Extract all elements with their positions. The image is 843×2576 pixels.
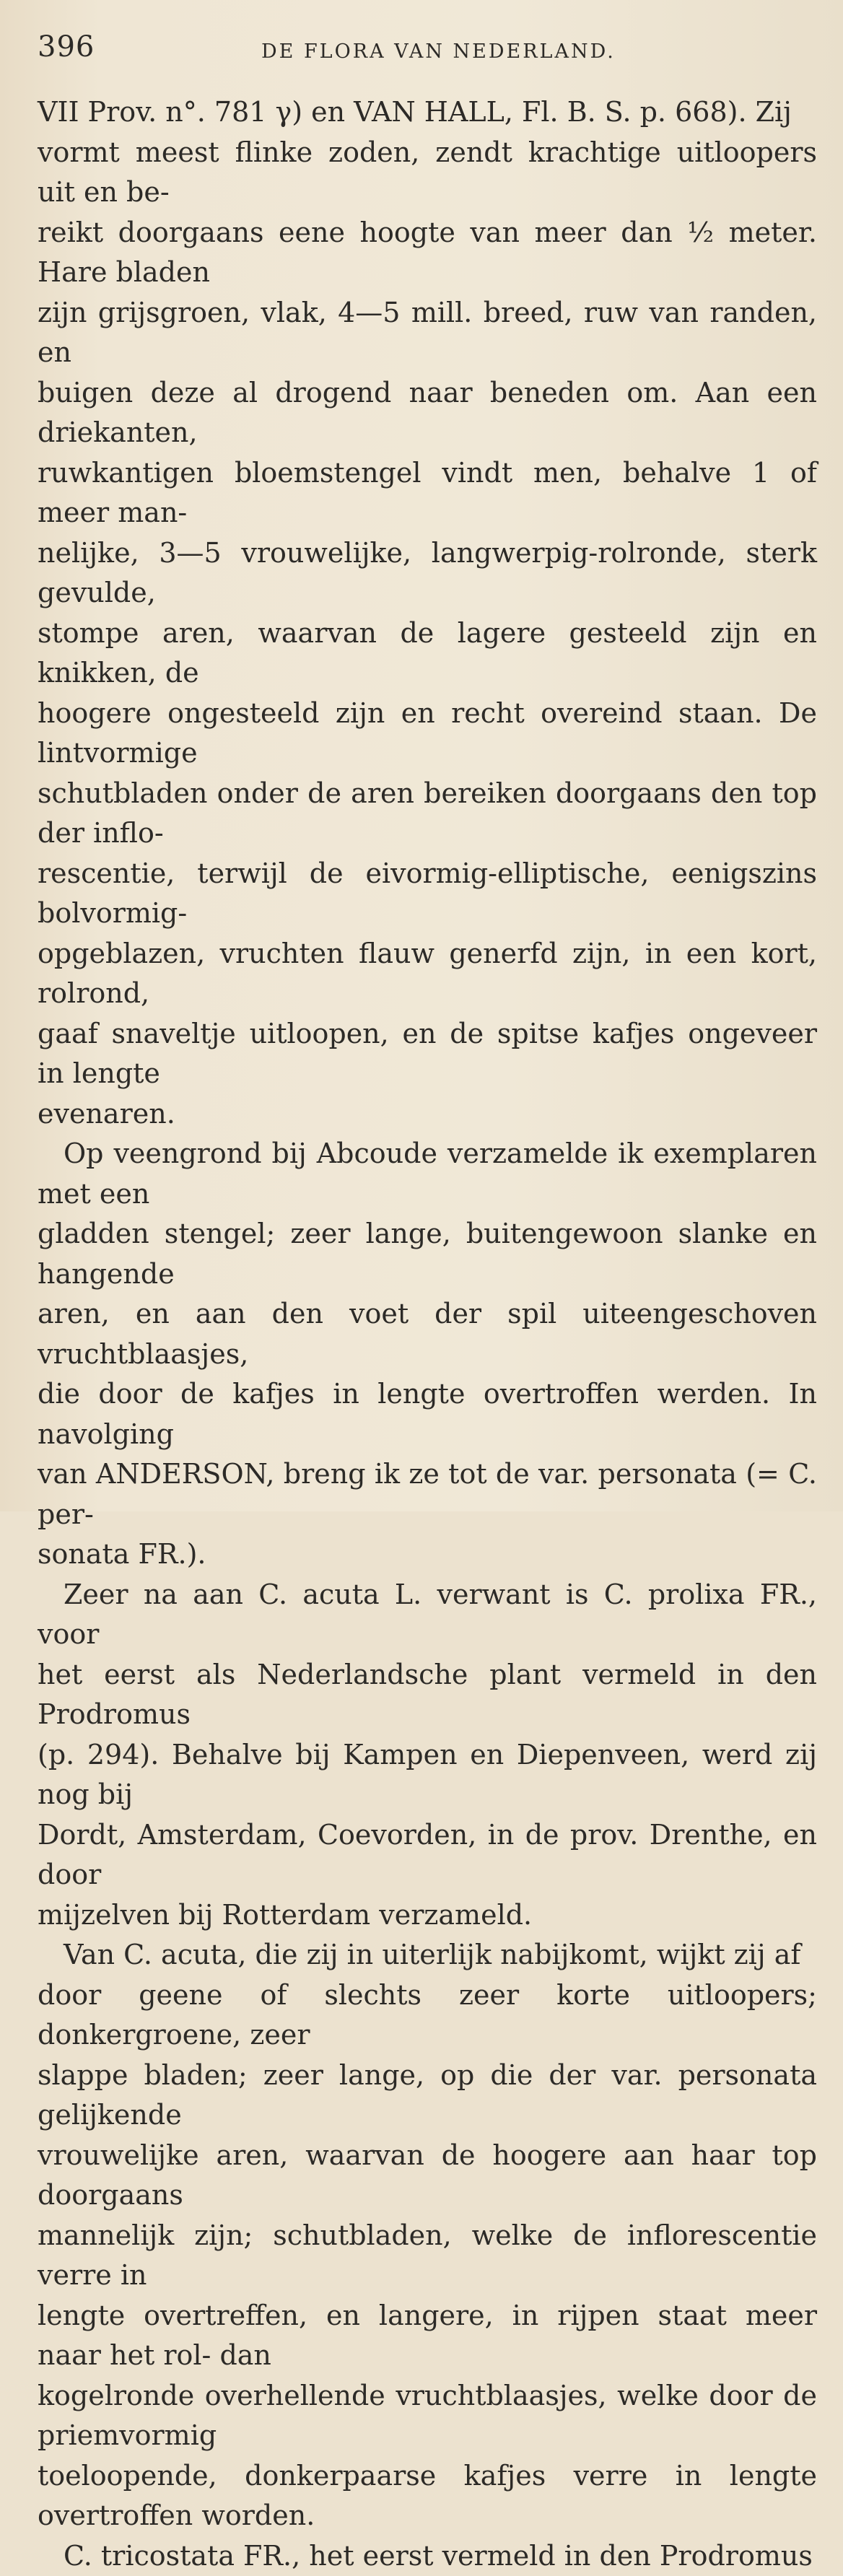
text-line: stompe aren, waarvan de lagere gesteeld zijn en knikken, de xyxy=(38,617,817,689)
text-line: schutbladen onder de aren bereiken doorgaans den top der inflo- xyxy=(38,777,817,850)
text-line: opgeblazen, vruchten flauw generfd zijn, in een kort, rolrond, xyxy=(38,938,817,1010)
text-line: Van C. acuta, die zij in uiterlijk nabijkomt, wijkt zij af xyxy=(64,1939,800,1970)
text-line: aren, en aan den voet der spil uiteengeschoven vruchtblaasjes, xyxy=(38,1298,817,1370)
text-line: het eerst als Nederlandsche plant vermeld in den Prodromus xyxy=(38,1659,817,1731)
body-text xyxy=(38,92,817,2576)
text-line: Zeer na aan C. acuta L. verwant is C. prolixa FR., voor xyxy=(38,1579,817,1651)
text-line: door geene of slechts zeer korte uitloopers; donkergroene, zeer xyxy=(38,1979,817,2051)
text-line: gaaf snaveltje uitloopen, en de spitse kafjes ongeveer in lengte xyxy=(38,1018,817,1090)
text-line: gladden stengel; zeer lange, buitengewoon slanke en hangende xyxy=(38,1218,817,1290)
running-title: DE FLORA VAN NEDERLAND. xyxy=(261,40,616,63)
text-line: evenaren. xyxy=(38,1098,175,1130)
text-line: hoogere ongesteeld zijn en recht overeind staan. De lintvormige xyxy=(38,697,817,769)
text-line: Op veengrond bij Abcoude verzamelde ik exemplaren met een xyxy=(38,1138,817,1210)
text-line: lengte overtreffen, en langere, in rijpen staat meer naar het rol- dan xyxy=(38,2300,817,2372)
text-line: rescentie, terwijl de eivormig-elliptische, eenigszins bolvormig- xyxy=(38,857,817,930)
page-number: 396 xyxy=(38,30,95,64)
text-line: reikt doorgaans eene hoogte van meer dan ½ meter. Hare bladen xyxy=(38,217,817,289)
text-line: sonata FR.). xyxy=(38,1538,206,1570)
text-line: vrouwelijke aren, waarvan de hoogere aan haar top doorgaans xyxy=(38,2139,817,2212)
text-line: VII Prov. n°. 781 γ) en VAN HALL, Fl. B. S. p. 668). Zij xyxy=(38,96,792,128)
paragraph xyxy=(38,1575,817,1936)
text-line: van ANDERSON, breng ik ze tot de var. personata (= C. per- xyxy=(38,1458,817,1530)
text-line: mannelijk zijn; schutbladen, welke de inflorescentie verre in xyxy=(38,2219,817,2292)
text-line: ruwkantigen bloemstengel vindt men, behalve 1 of meer man- xyxy=(38,457,817,529)
text-line: zijn grijsgroen, vlak, 4—5 mill. breed, ruw van randen, en xyxy=(38,297,817,369)
text-line: nelijke, 3—5 vrouwelijke, langwerpig-rolronde, sterk gevulde, xyxy=(38,537,817,609)
text-line: vormt meest flinke zoden, zendt krachtige uitloopers uit en be- xyxy=(38,136,817,209)
paragraph xyxy=(38,92,817,1134)
text-line: kogelronde overhellende vruchtblaasjes, welke door de priemvormig xyxy=(38,2380,817,2452)
text-line: (p. 294). Behalve bij Kampen en Diepenveen, werd zij nog bij xyxy=(38,1739,817,1811)
paragraph xyxy=(38,1134,817,1575)
text-line: buigen deze al drogend naar beneden om. Aan een driekanten, xyxy=(38,377,817,449)
text-line: die door de kafjes in lengte overtroffen werden. In navolging xyxy=(38,1378,817,1450)
text-line: mijzelven bij Rotterdam verzameld. xyxy=(38,1899,532,1931)
paragraph xyxy=(38,2536,817,2576)
text-line: slappe bladen; zeer lange, op die der var. personata gelijkende xyxy=(38,2059,817,2131)
text-line: C. tricostata FR., het eerst vermeld in den Prodromus xyxy=(64,2540,813,2572)
text-line: toeloopende, donkerpaarse kafjes verre in lengte overtroffen worden. xyxy=(38,2460,817,2532)
text-line: Dordt, Amsterdam, Coevorden, in de prov. Drenthe, en door xyxy=(38,1819,817,1891)
paragraph xyxy=(38,1935,817,2536)
